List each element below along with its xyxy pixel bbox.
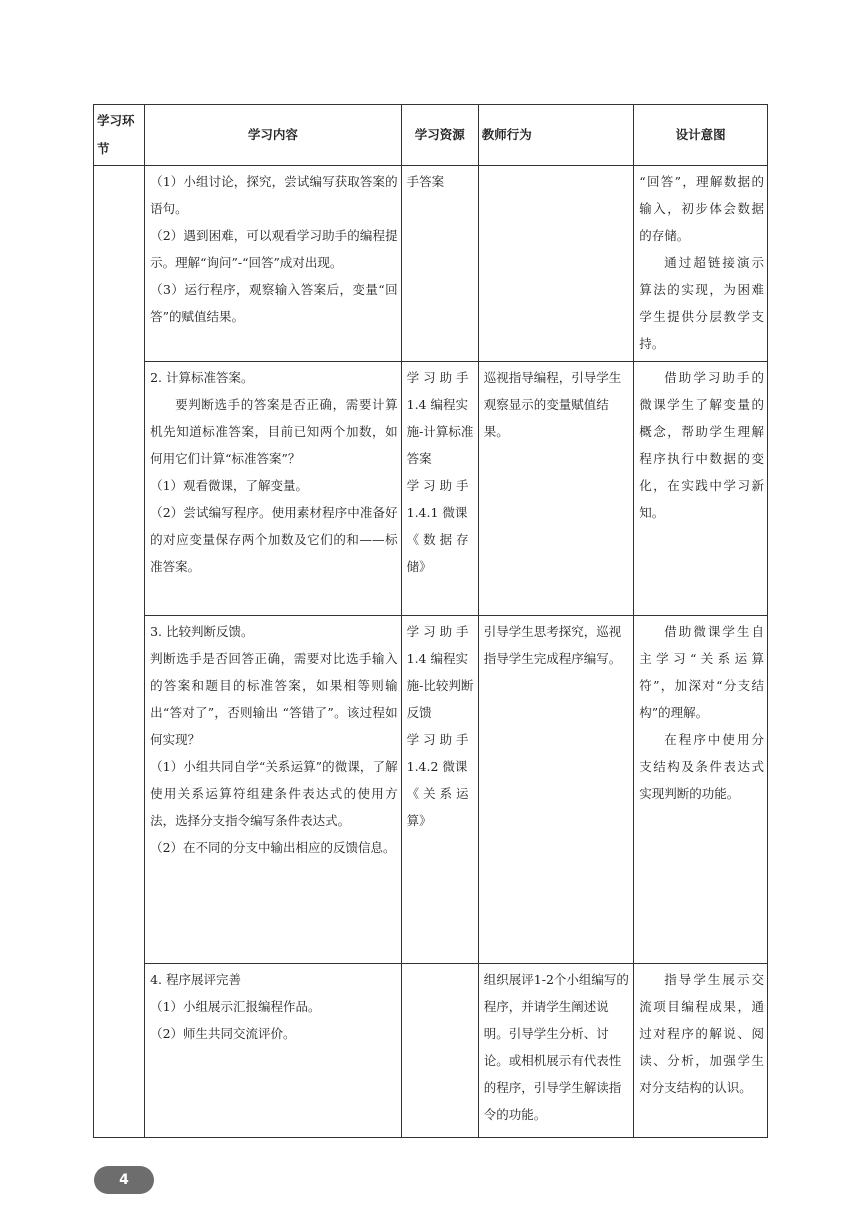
intent-cell xyxy=(634,166,768,362)
content-cell xyxy=(145,616,402,964)
teacher-cell xyxy=(478,964,633,1138)
teacher-paragraph: 组织展评1-2个小组编写的程序，并请学生阐述说明。引导学生分析、讨论。或相机展示有代表性的程序，引导学生解读指令的功能。 xyxy=(483,972,629,1122)
resource-cell xyxy=(401,166,478,362)
header-resource: 学习资源 xyxy=(401,105,478,166)
table-header-row xyxy=(94,105,768,166)
content-paragraph: （1）小组讨论，探究，尝试编写获取答案的语句。 xyxy=(150,174,398,216)
resource-paragraph: 手答案 xyxy=(406,174,445,189)
resource-cell xyxy=(401,616,478,964)
table-row xyxy=(94,362,768,616)
resource-cell xyxy=(401,964,478,1138)
teacher-paragraph: 巡视指导编程，引导学生观察显示的变量赋值结果。 xyxy=(483,370,622,439)
header-stage: 学习环节 xyxy=(94,105,145,166)
intent-cell xyxy=(634,964,768,1138)
resource-paragraph: 学 习 助 手 1.4 编程实施-比较判断反馈 xyxy=(406,624,474,720)
resource-paragraph: 学 习 助 手 1.4 编程实施-计算标准答案 xyxy=(406,370,474,466)
content-cell xyxy=(145,166,402,362)
resource-paragraph: 学 习 助 手 1.4.2 微课《 关 系 运 算》 xyxy=(406,732,469,828)
content-paragraph: （3）运行程序，观察输入答案后，变量“回答”的赋值结果。 xyxy=(150,282,398,324)
intent-paragraph: 借助微课学生自主学习“关系运算符”，加深对“分支结构”的理解。 xyxy=(639,624,764,720)
intent-paragraph: 指导学生展示交流项目编程成果，通过对程序的解说、阅读、分析，加强学生对分支结构的认识。 xyxy=(639,972,764,1095)
content-cell xyxy=(145,964,402,1138)
intent-cell xyxy=(634,616,768,964)
content-paragraph: （2）师生共同交流评价。 xyxy=(150,1026,296,1041)
intent-paragraph: 通过超链接演示算法的实现，为困难学生提供分层教学支持。 xyxy=(639,255,764,351)
content-paragraph: 4. 程序展评完善 xyxy=(150,972,241,987)
content-cell xyxy=(145,362,402,616)
header-content: 学习内容 xyxy=(145,105,402,166)
content-paragraph: （1）小组共同自学“关系运算”的微课，了解使用关系运算符组建条件表达式的使用方法，选择分支指令编写条件表达式。 xyxy=(150,759,398,828)
lesson-plan-table xyxy=(93,104,768,1138)
header-teacher: 教师行为 xyxy=(478,105,633,166)
header-intent: 设计意图 xyxy=(634,105,768,166)
intent-paragraph: “回答”，理解数据的输入，初步体会数据的存储。 xyxy=(639,174,764,243)
content-paragraph: 2. 计算标准答案。 xyxy=(150,370,254,385)
content-paragraph: （1）小组展示汇报编程作品。 xyxy=(150,999,321,1014)
content-paragraph: 判断选手是否回答正确，需要对比选手输入的答案和题目的标准答案，如果相等则输出“答对了”，否则输出 “答错了”。该过程如何实现？ xyxy=(150,651,398,747)
teacher-paragraph: 引导学生思考探究，巡视指导学生完成程序编写。 xyxy=(483,624,622,666)
intent-cell xyxy=(634,362,768,616)
content-paragraph: （1）观看微课，了解变量。 xyxy=(150,478,309,493)
stage-cell xyxy=(94,166,145,1138)
teacher-cell xyxy=(478,616,633,964)
page-number-badge: 4 xyxy=(94,1166,154,1194)
resource-paragraph: 学 习 助 手 1.4.1 微课《 数 据 存 储》 xyxy=(406,478,469,574)
content-paragraph: （2）在不同的分支中输出相应的反馈信息。 xyxy=(150,840,396,855)
content-paragraph: （2）尝试编写程序。使用素材程序中准备好的对应变量保存两个加数及它们的和——标准答案。 xyxy=(150,505,398,574)
content-paragraph: 3. 比较判断反馈。 xyxy=(150,624,254,639)
teacher-cell xyxy=(478,362,633,616)
table-row xyxy=(94,166,768,362)
intent-paragraph: 在程序中使用分支结构及条件表达式实现判断的功能。 xyxy=(639,732,764,801)
content-paragraph: （2）遇到困难，可以观看学习助手的编程提示。理解“询问”-“回答”成对出现。 xyxy=(150,228,398,270)
intent-paragraph: 借助学习助手的微课学生了解变量的概念，帮助学生理解程序执行中数据的变化，在实践中学习新知。 xyxy=(639,370,764,520)
table-row xyxy=(94,964,768,1138)
table-row xyxy=(94,616,768,964)
content-paragraph: 要判断选手的答案是否正确，需要计算机先知道标准答案，目前已知两个加数，如何用它们计算“标准答案”？ xyxy=(150,397,398,466)
resource-cell xyxy=(401,362,478,616)
teacher-cell xyxy=(478,166,633,362)
